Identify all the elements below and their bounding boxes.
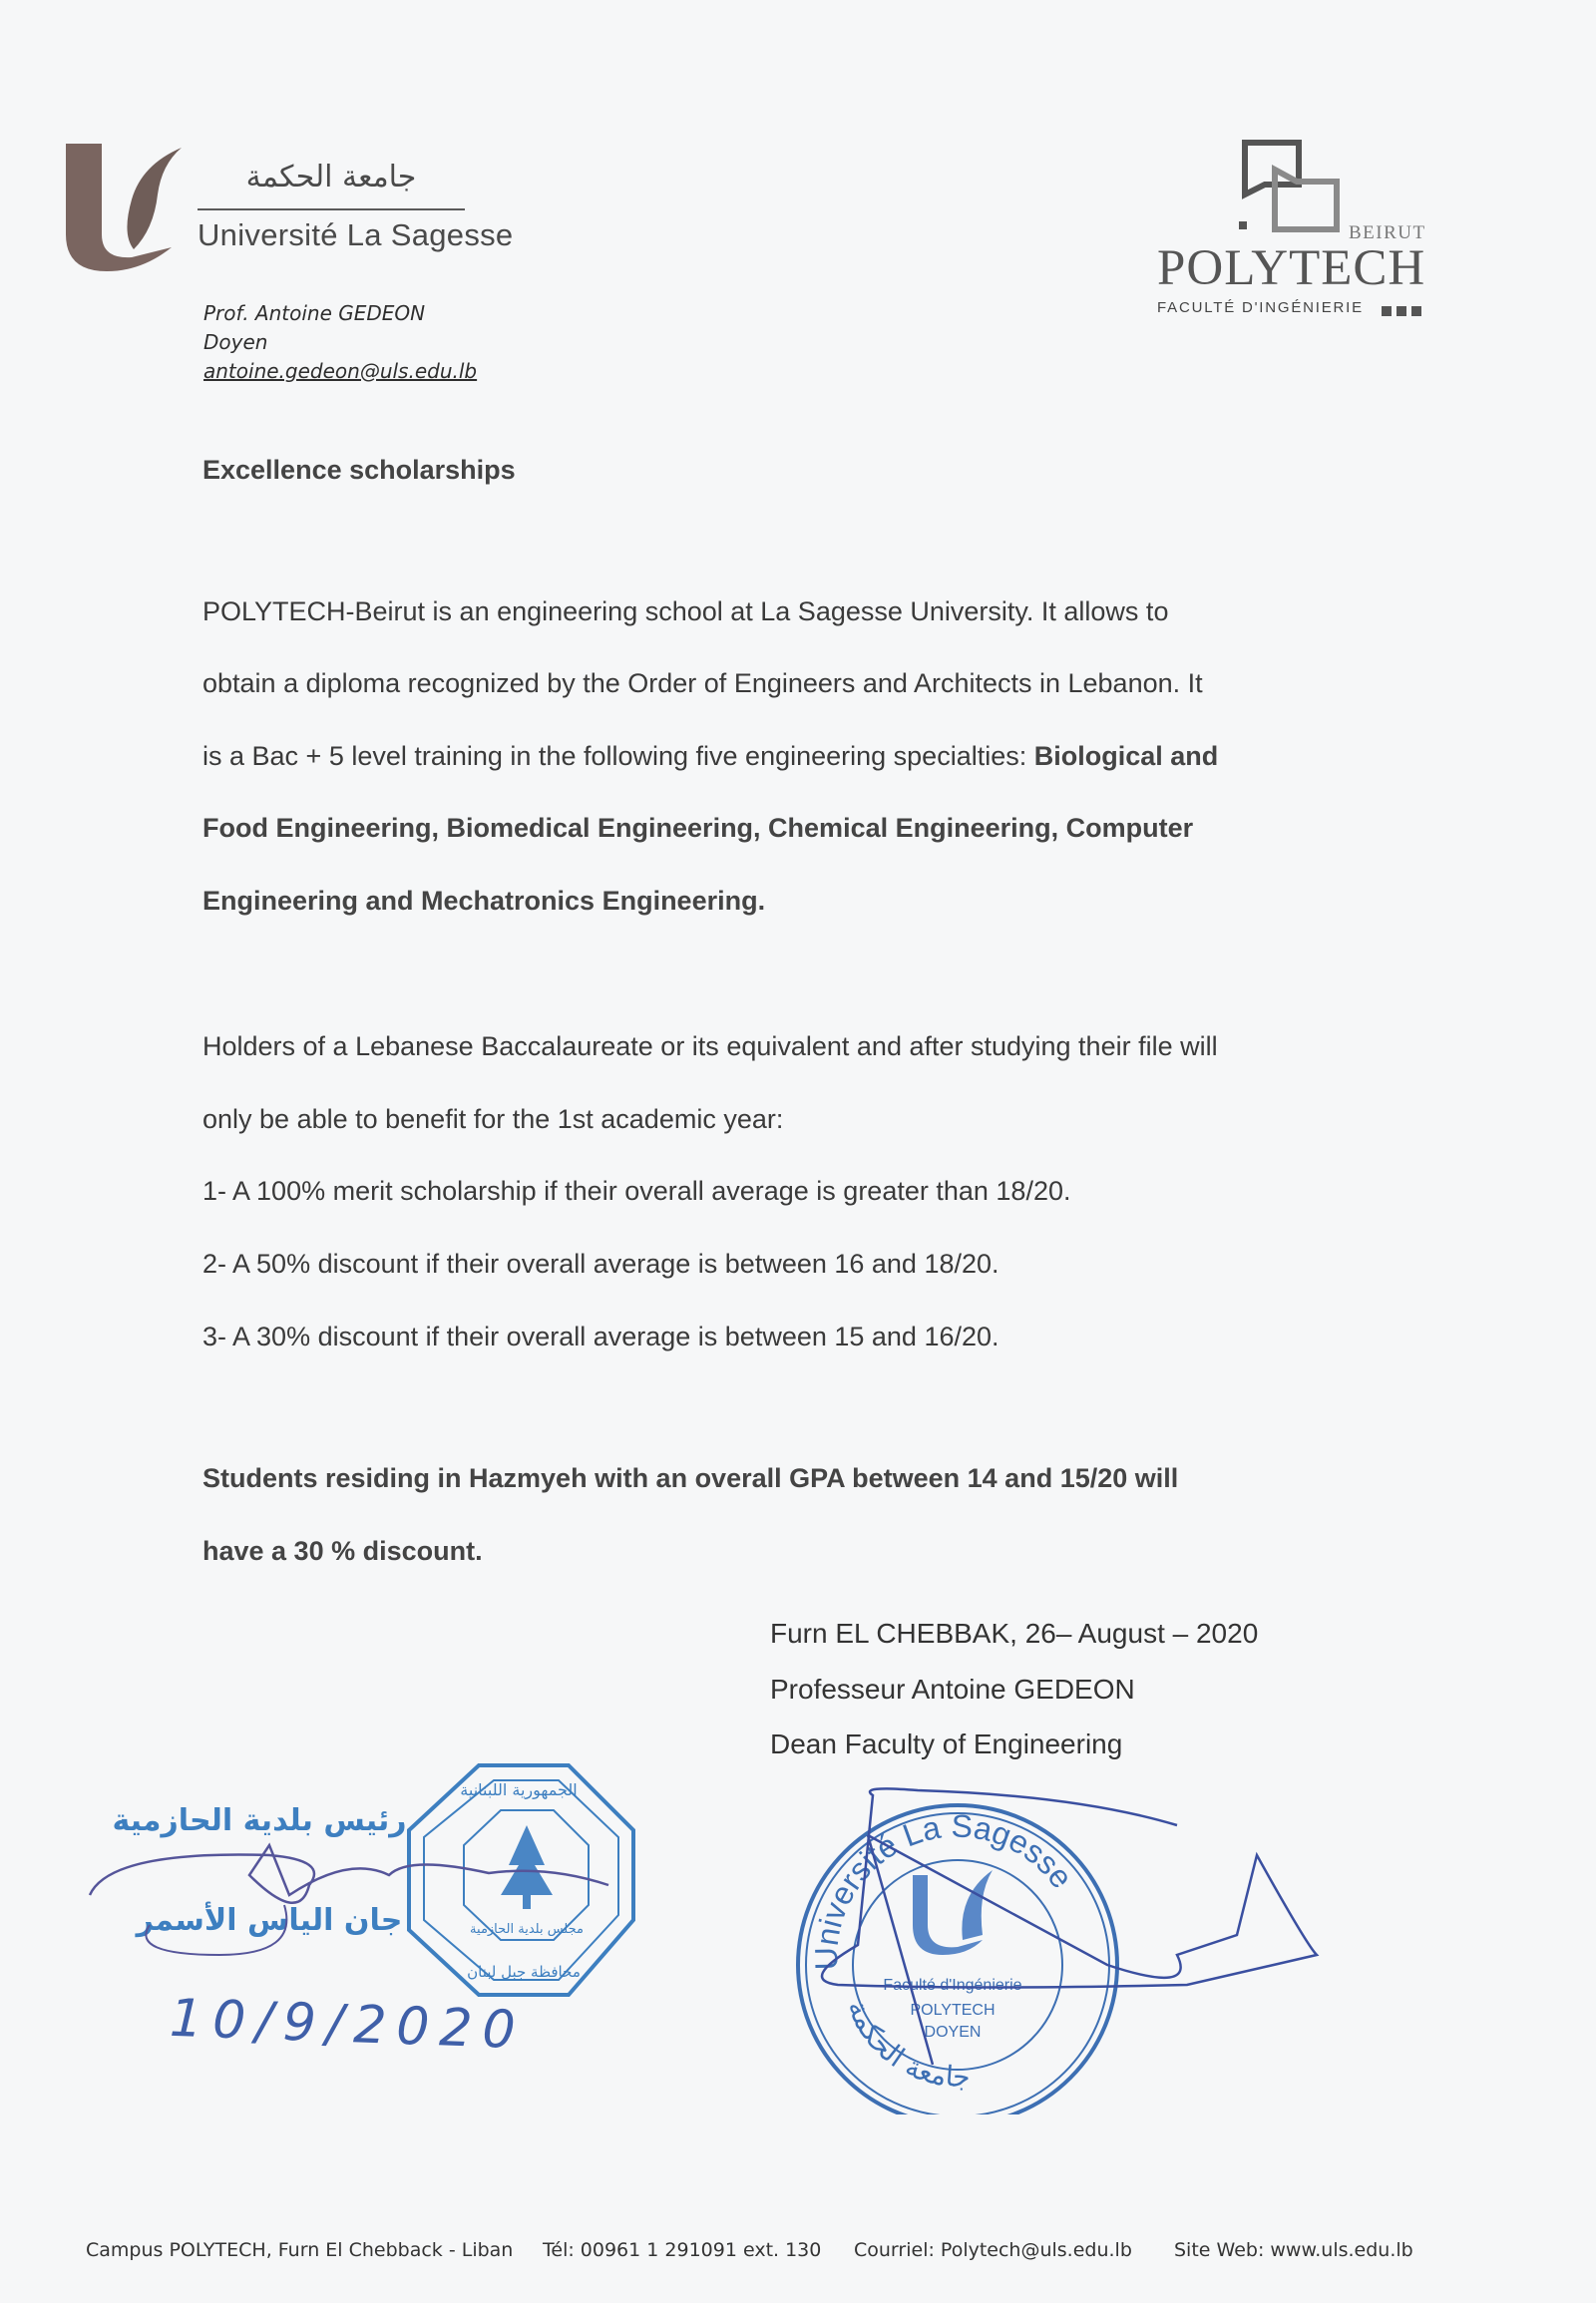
seal-arabic-text: جامعة الحكمة [841, 1995, 972, 2094]
seal-faculty-text: Faculté d'Ingénierie [883, 1977, 1022, 1994]
intro-line [202, 741, 1218, 772]
dean-name: Prof. Antoine GEDEON [203, 301, 426, 325]
signer-name: Professeur Antoine GEDEON [770, 1674, 1135, 1705]
scholarship-item: 3- A 30% discount if their overall average is between 15 and 16/20. [202, 1322, 999, 1351]
university-name: Université La Sagesse [198, 217, 514, 252]
seal-polytech-text: POLYTECH [910, 2002, 996, 2019]
hazmyeh-line: Students residing in Hazmyeh with an overall GPA between 14 and 15/20 will [202, 1463, 1179, 1493]
mayor-name-text: جان الياس الأسمر [136, 1903, 403, 1938]
logo-divider [198, 208, 465, 210]
polytech-faculty: FACULTÉ D'INGÉNIERIE [1157, 299, 1364, 316]
specialties-line: Engineering and Mechatronics Engineering. [202, 886, 766, 916]
specialties-line: Food Engineering, Biomedical Engineering, Chemical Engineering, Computer [202, 813, 1194, 843]
footer-website[interactable]: Site Web: www.uls.edu.lb [1174, 2239, 1413, 2261]
seal-bottom-text: محافظة جبل لبنان [467, 1963, 581, 1981]
seal-university-text: Université La Sagesse [808, 1807, 1080, 1971]
handwritten-date: 10/9/2020 [169, 1988, 527, 2062]
dean-title: Doyen [203, 330, 268, 354]
polytech-city: BEIRUT [1349, 222, 1426, 243]
seal-doyen-text: DOYEN [924, 2024, 982, 2041]
hazmyeh-line: have a 30 % discount. [202, 1536, 483, 1566]
specialty-text: Biological and [1033, 741, 1219, 771]
intro-line: POLYTECH-Beirut is an engineering school at La Sagesse University. It allows to [202, 596, 1169, 626]
polytech-name: POLYTECH [1157, 240, 1426, 296]
university-stamp-icon [778, 1775, 1337, 2114]
dean-email-link[interactable]: antoine.gedeon@uls.edu.lb [203, 359, 478, 383]
footer-email[interactable]: Courriel: Polytech@uls.edu.lb [854, 2239, 1132, 2261]
footer-address: Campus POLYTECH, Furn El Chebback - Liban [86, 2239, 514, 2261]
university-arabic-name: جامعة الحكمة [245, 160, 417, 194]
polytech-squares-icon [1382, 303, 1426, 321]
eligibility-line: only be able to benefit for the 1st academic year: [202, 1104, 784, 1134]
seal-center-text: مجلس بلدية الحازمية [470, 1922, 584, 1937]
signer-title: Dean Faculty of Engineering [770, 1728, 1123, 1759]
footer-phone: Tél: 00961 1 291091 ext. 130 [543, 2239, 822, 2261]
uls-logo-icon [62, 140, 192, 274]
scholarship-item: 2- A 50% discount if their overall average is between 16 and 18/20. [202, 1249, 999, 1279]
dean-contact-block [203, 299, 477, 386]
seal-top-text: الجمهورية اللبنانية [460, 1780, 578, 1799]
scholarship-item: 1- A 100% merit scholarship if their overall average is greater than 18/20. [202, 1176, 1071, 1206]
document-title: Excellence scholarships [202, 455, 516, 485]
intro-line-text: is a Bac + 5 level training in the following five engineering specialties: [202, 741, 1034, 771]
eligibility-line: Holders of a Lebanese Baccalaureate or its equivalent and after studying their file will [202, 1031, 1218, 1061]
place-date: Furn EL CHEBBAK, 26– August – 2020 [770, 1618, 1259, 1649]
mayor-title-text: رئيس بلدية الحازمية [112, 1803, 407, 1838]
intro-line: obtain a diploma recognized by the Order of Engineers and Architects in Lebanon. It [202, 668, 1203, 698]
